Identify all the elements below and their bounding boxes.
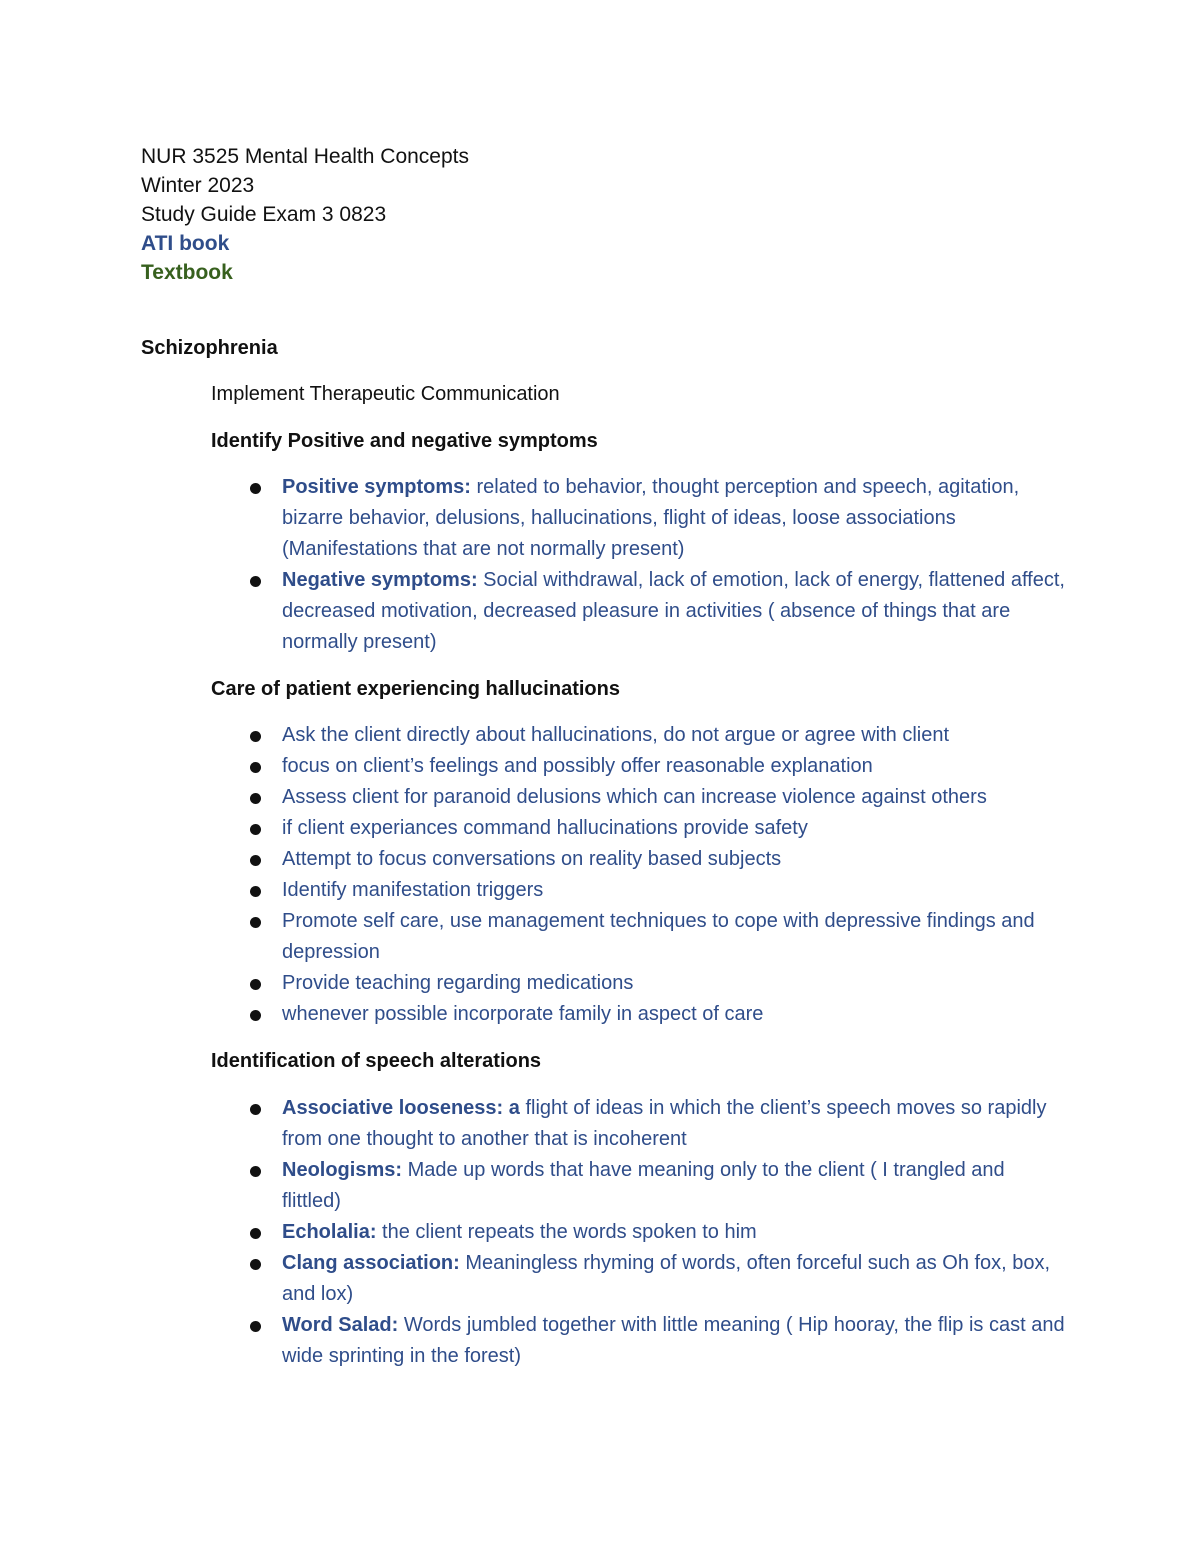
bullet-icon (250, 483, 261, 494)
guide-title: Study Guide Exam 3 0823 (141, 203, 387, 226)
bullet-icon (250, 762, 261, 773)
item-text: Identify manifestation triggers (282, 879, 544, 901)
item-term: Echolalia: (282, 1221, 377, 1243)
bullet-icon (250, 979, 261, 990)
item-text: Ask the client directly about hallucinations, do not argue or agree with client (282, 724, 950, 746)
item-text: Social withdrawal, lack of emotion, lack of energy, flattened affect, decreased motivation, decreased pleasure in activities ( absence of things that are normally present) (282, 569, 1065, 653)
legend-textbook: Textbook (141, 261, 233, 284)
bullet-icon (250, 855, 261, 866)
item-term: Positive symptoms: (282, 476, 471, 498)
bullet-icon (250, 1321, 261, 1332)
list-item (248, 1155, 1068, 1217)
list-item (248, 906, 1068, 968)
bullet-icon (250, 731, 261, 742)
list-item (248, 720, 1068, 751)
bullet-icon (250, 576, 261, 587)
therapeutic-communication-heading: Implement Therapeutic Communication (211, 383, 560, 405)
item-text: Words jumbled together with little meaning ( Hip hooray, the flip is cast and wide sprinting in the forest) (282, 1314, 1065, 1367)
item-text: focus on client’s feelings and possibly offer reasonable explanation (282, 755, 873, 777)
item-text: Promote self care, use management techniques to cope with depressive findings and depression (282, 910, 1035, 963)
list-item (248, 1248, 1068, 1310)
legend-ati-book: ATI book (141, 232, 230, 255)
speech-list (248, 1093, 1068, 1372)
symptoms-heading: Identify Positive and negative symptoms (211, 430, 598, 452)
list-item (248, 1217, 1068, 1248)
list-item (248, 565, 1068, 658)
item-text: the client repeats the words spoken to him (376, 1221, 757, 1243)
speech-heading: Identification of speech alterations (211, 1050, 542, 1072)
list-item (248, 1310, 1068, 1372)
item-text: Made up words that have meaning only to the client ( I trangled and flittled) (282, 1159, 1005, 1212)
item-text: flight of ideas in which the client’s speech moves so rapidly from one thought to another that is incoherent (282, 1097, 1047, 1150)
list-item (248, 844, 1068, 875)
bullet-icon (250, 886, 261, 897)
list-item (248, 968, 1068, 999)
item-text: related to behavior, thought perception and speech, agitation, bizarre behavior, delusions, hallucinations, flight of ideas, loose associations (Manifestations that are not normally present) (282, 476, 1020, 560)
bullet-icon (250, 1104, 261, 1115)
hallucinations-heading: Care of patient experiencing hallucinations (211, 678, 620, 700)
bullet-icon (250, 1228, 261, 1239)
bullet-icon (250, 1166, 261, 1177)
topic-heading: Schizophrenia (141, 337, 278, 359)
symptoms-list (248, 472, 1068, 658)
item-text: Assess client for paranoid delusions which can increase violence against others (282, 786, 987, 808)
list-item (248, 751, 1068, 782)
list-item (248, 1093, 1068, 1155)
item-text: Attempt to focus conversations on reality based subjects (282, 848, 782, 870)
item-term: Word Salad: (282, 1314, 399, 1336)
item-term: Clang association: (282, 1252, 460, 1274)
bullet-icon (250, 1010, 261, 1021)
bullet-icon (250, 917, 261, 928)
item-text: if client experiances command hallucinations provide safety (282, 817, 808, 839)
item-text: Meaningless rhyming of words, often forceful such as Oh fox, box, and lox) (282, 1252, 1051, 1305)
course-title: NUR 3525 Mental Health Concepts (141, 145, 470, 168)
list-item (248, 813, 1068, 844)
item-term: Associative looseness: a (282, 1097, 520, 1119)
bullet-icon (250, 824, 261, 835)
hallucinations-list (248, 720, 1068, 1030)
list-item (248, 472, 1068, 565)
bullet-icon (250, 1259, 261, 1270)
term-label: Winter 2023 (141, 174, 255, 197)
list-item (248, 782, 1068, 813)
item-term: Neologisms: (282, 1159, 403, 1181)
item-term: Negative symptoms: (282, 569, 478, 591)
item-text: Provide teaching regarding medications (282, 972, 634, 994)
list-item (248, 875, 1068, 906)
list-item (248, 999, 1068, 1030)
item-text: whenever possible incorporate family in aspect of care (282, 1003, 764, 1025)
bullet-icon (250, 793, 261, 804)
